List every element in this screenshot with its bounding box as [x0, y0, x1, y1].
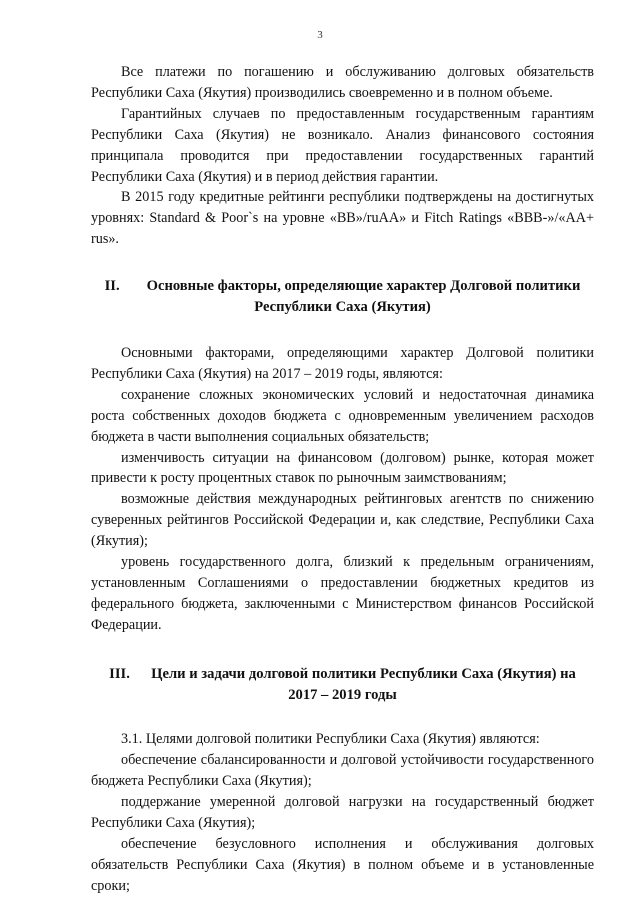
paragraph-guarantees: Гарантийных случаев по предоставленным государственным гарантиям Республики Саха (Якутия) не возникало. Анализ финансового состояния принципала проводится при предоставлении государственных гарантий Республики Саха (Якутия) и в период действия гарантии. [91, 105, 594, 185]
section-3-heading [91, 664, 594, 706]
section-3-title-line2: 2017 – 2019 годы [288, 686, 397, 703]
section-2-number: II. [104, 278, 120, 295]
paragraph-goal-moderate-load: поддержание умеренной долговой нагрузки на государственный бюджет Республики Саха (Якутия); [91, 794, 594, 832]
paragraph-goal-balance: обеспечение сбалансированности и долговой устойчивости государственного бюджета Республики Саха (Якутия); [91, 752, 594, 790]
paragraph-goals-intro: 3.1. Целями долговой политики Республики Саха (Якутия) являются: [121, 731, 540, 748]
section-2-heading [91, 276, 594, 318]
paragraph-factor-market: изменчивость ситуации на финансовом (долговом) рынке, которая может привести к росту процентных ставок по рыночным заимствованиям; [91, 449, 594, 487]
paragraph-goal-obligations: обеспечение безусловного исполнения и обслуживания долговых обязательств Республики Саха (Якутия) в полном объеме и в установленные сроки; [91, 836, 594, 894]
paragraph-ratings: В 2015 году кредитные рейтинги республики подтверждены на достигнутых уровнях: Standard & Poor`s на уровне «BB»/ruAA» и Fitch Ratings «BBB-»/«AA+ rus». [91, 189, 594, 248]
paragraph-factor-debt-level: уровень государственного долга, близкий к предельным ограничениям, установленным Соглашениями о предоставлении бюджетных кредитов из федерального бюджета, заключенными с Министерством финансов Российской Федерации. [91, 554, 594, 633]
paragraph-payments: Все платежи по погашению и обслуживанию долговых обязательств Республики Саха (Якутия) производились своевременно и в полном объеме. [91, 64, 594, 101]
section-3-number: III. [109, 665, 130, 682]
document-body [91, 62, 594, 897]
paragraph-factor-ratings: возможные действия международных рейтинговых агентств по снижению суверенных рейтингов Российской Федерации и, как следствие, Республики Саха (Якутия); [91, 491, 594, 550]
section-2-title-line1: Основные факторы, определяющие характер Долговой политики [146, 278, 581, 295]
section-3-title-line1: Цели и задачи долговой политики Республики Саха (Якутия) на [151, 665, 576, 682]
paragraph-factors-intro: Основными факторами, определяющими характер Долговой политики Республики Саха (Якутия) на 2017 – 2019 годы, являются: [91, 344, 594, 382]
section-2-title-line2: Республики Саха (Якутия) [254, 299, 431, 316]
page-number: 3 [317, 29, 323, 41]
paragraph-factor-economy: сохранение сложных экономических условий и недостаточная динамика роста собственных доходов бюджета с одновременным увеличением расходов бюджета в части выполнения социальных обязательств; [91, 386, 594, 445]
